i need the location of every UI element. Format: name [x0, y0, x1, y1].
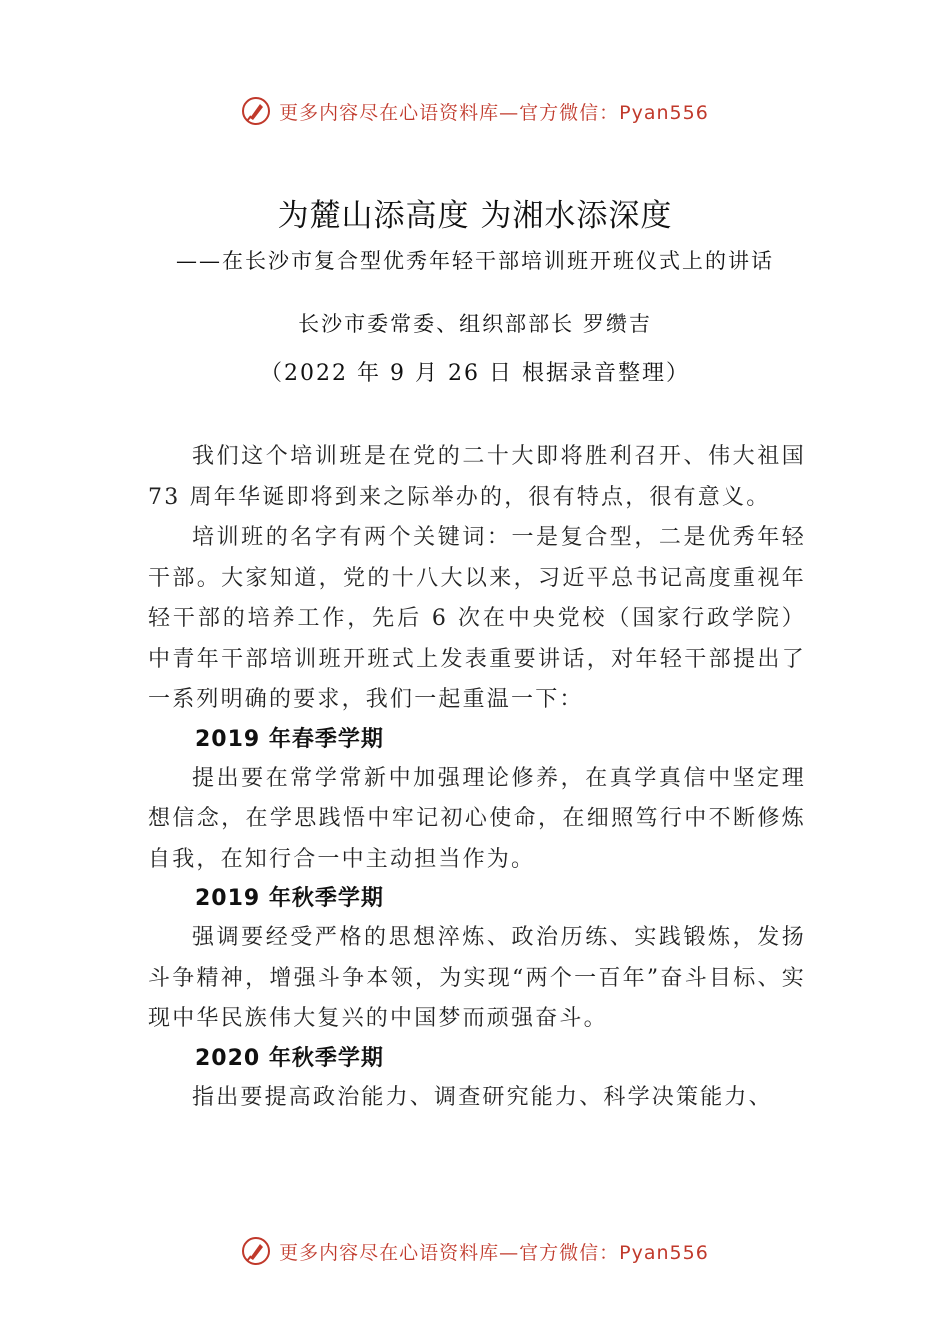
watermark-text: 更多内容尽在心语资料库—官方微信：Pyan556	[279, 1241, 709, 1264]
watermark-header	[0, 96, 950, 126]
body-paragraph: 指出要提高政治能力、调查研究能力、科学决策能力、	[192, 1084, 773, 1110]
document-subtitle: ——在长沙市复合型优秀年轻干部培训班开班仪式上的讲话	[176, 249, 774, 273]
watermark-footer	[0, 1236, 950, 1266]
body-paragraph: 强调要经受严格的思想淬炼、政治历练、实践锻炼，发扬斗争精神，增强斗争本领，为实现“两个一百年”奋斗目标、实现中华民族伟大复兴的中国梦而顽强奋斗。	[148, 925, 806, 1031]
pen-nib-icon	[241, 1236, 271, 1266]
watermark-text: 更多内容尽在心语资料库—官方微信：Pyan556	[279, 101, 709, 124]
document-title: 为麓山添高度 为湘水添深度	[277, 198, 673, 234]
section-heading: 2020 年秋季学期	[195, 1045, 384, 1071]
document-date: （2022 年 9 月 26 日 根据录音整理）	[260, 361, 690, 386]
document-author: 长沙市委常委、组织部部长 罗缵吉	[298, 312, 652, 336]
section-heading: 2019 年春季学期	[195, 726, 384, 752]
body-paragraph: 我们这个培训班是在党的二十大即将胜利召开、伟大祖国 73 周年华诞即将到来之际举办的，很有特点，很有意义。	[148, 444, 806, 510]
body-paragraph: 培训班的名字有两个关键词：一是复合型，二是优秀年轻干部。大家知道，党的十八大以来，习近平总书记高度重视年轻干部的培养工作，先后 6 次在中央党校（国家行政学院）中青年干部培训班开班式上发表重要讲话，对年轻干部提出了一系列明确的要求，我们一起重温一下：	[148, 525, 806, 712]
pen-nib-icon	[241, 96, 271, 126]
document-body	[148, 437, 806, 1118]
body-paragraph: 提出要在常学常新中加强理论修养，在真学真信中坚定理想信念，在学思践悟中牢记初心使命，在细照笃行中不断修炼自我，在知行合一中主动担当作为。	[148, 765, 806, 872]
section-heading: 2019 年秋季学期	[195, 886, 384, 911]
